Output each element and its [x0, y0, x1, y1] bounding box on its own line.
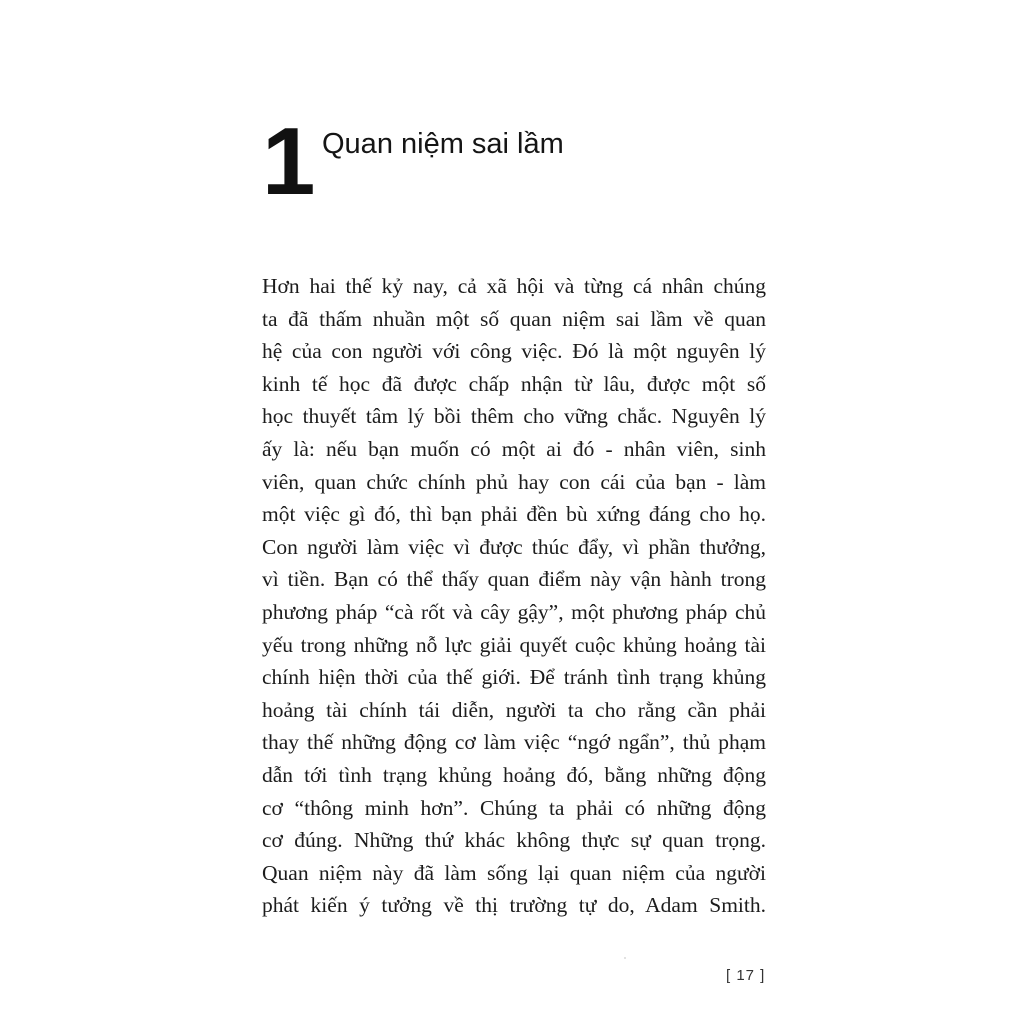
body-line: hệ của con người với công việc. Đó là một nguyên lý — [262, 339, 766, 364]
body-line: thay thế những động cơ làm việc “ngớ ngẩn”, thủ phạm — [262, 730, 766, 755]
body-line: hoảng tài chính tái diễn, người ta cho rằng cần phải — [262, 697, 766, 722]
chapter-title: Quan niệm sai lầm — [322, 128, 564, 160]
page-number: [ 17 ] — [726, 967, 766, 984]
body-line: kinh tế học đã được chấp nhận từ lâu, được một số — [262, 371, 766, 396]
body-paragraph — [262, 270, 766, 922]
body-line: học thuyết tâm lý bồi thêm cho vững chắc. Nguyên lý — [262, 404, 766, 429]
body-line: Con người làm việc vì được thúc đẩy, vì phần thưởng, — [262, 534, 766, 559]
body-line: vì tiền. Bạn có thể thấy quan điểm này vận hành trong — [262, 567, 766, 592]
chapter-number: 1 — [262, 108, 314, 215]
body-line: dẫn tới tình trạng khủng hoảng đó, bằng những động — [262, 762, 766, 787]
body-line: yếu trong những nỗ lực giải quyết cuộc khủng hoảng tài — [262, 632, 766, 657]
paper-speck — [624, 957, 626, 959]
body-line: phát kiến ý tưởng về thị trường tự do, Adam Smith. — [262, 893, 766, 918]
body-line: Hơn hai thế kỷ nay, cả xã hội và từng cá nhân chúng — [262, 274, 766, 298]
body-line: ta đã thấm nhuần một số quan niệm sai lầm về quan — [262, 306, 766, 331]
body-line: một việc gì đó, thì bạn phải đền bù xứng đáng cho họ. — [262, 502, 766, 527]
body-line: cơ đúng. Những thứ khác không thực sự quan trọng. — [262, 828, 766, 853]
body-line: viên, quan chức chính phủ hay con cái của bạn - làm — [262, 469, 766, 494]
body-line: chính hiện thời của thế giới. Để tránh tình trạng khủng — [262, 665, 766, 690]
body-line: phương pháp “cà rốt và cây gậy”, một phương pháp chủ — [262, 599, 766, 624]
body-line: ấy là: nếu bạn muốn có một ai đó - nhân viên, sinh — [262, 436, 766, 461]
body-line: Quan niệm này đã làm sống lại quan niệm của người — [262, 860, 766, 885]
body-line: cơ “thông minh hơn”. Chúng ta phải có những động — [262, 795, 766, 820]
